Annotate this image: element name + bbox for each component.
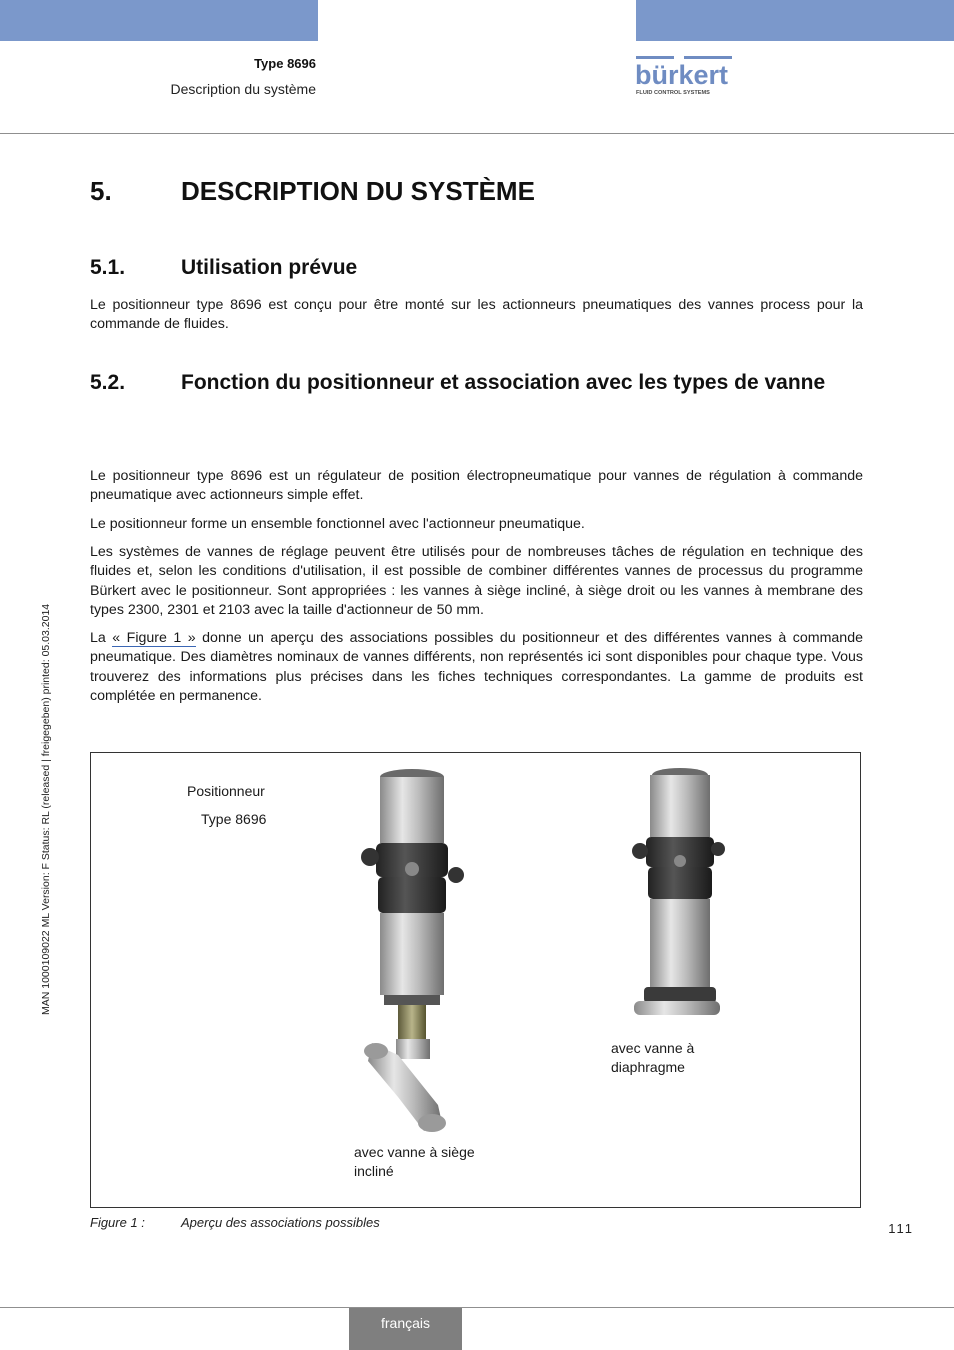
- page-number: 111: [888, 1221, 914, 1236]
- paragraph-prefix: La: [90, 630, 113, 646]
- paragraph-function-1: Le positionneur type 8696 est un régulateur de position électropneumatique pour vannes de régulation à commande pneumatique avec actionneurs simple effet.: [90, 468, 863, 504]
- subsection-title: Utilisation prévue: [181, 256, 358, 279]
- diaphragm-valve-image: [630, 765, 725, 1025]
- paragraph-function-3: Les systèmes de vannes de réglage peuvent être utilisés pour de nombreuses tâches de régulation en technique des fluides et, selon les conditions d'utilisation, il est possible de combiner différentes vannes de processus du programme Bürkert avec le positionneur. Sont appropriées : les vannes à siège incliné, à siège droit ou les vannes à membrane des types 2300, 2301 et 2103 avec la taille d'actionneur de 50 mm.: [90, 544, 863, 619]
- caption-text: Aperçu des associations possibles: [181, 1215, 380, 1230]
- paragraph-intended-use: Le positionneur type 8696 est conçu pour être monté sur les actionneurs pneumatiques des vannes process pour la commande de fluides.: [90, 297, 863, 333]
- subsection-number: 5.1.: [90, 256, 126, 279]
- figure-1-link[interactable]: « Figure 1 »: [112, 630, 196, 646]
- label-incline-line2: incliné: [354, 1163, 394, 1179]
- subsection-title: Fonction du positionneur et association avec les types de vanne: [181, 371, 826, 394]
- label-positioner: Positionneur: [187, 783, 265, 799]
- logo-wordmark: bürkert: [635, 60, 729, 90]
- label-diaphragm-line1: avec vanne à: [611, 1040, 695, 1056]
- header-bar-left: [0, 0, 318, 41]
- header-type: Type 8696: [254, 56, 316, 71]
- label-incline-line1: avec vanne à siège: [354, 1144, 475, 1160]
- burkert-logo: [634, 56, 734, 98]
- header-subtitle: Description du système: [170, 81, 316, 97]
- paragraph-function-2: Le positionneur forme un ensemble fonctionnel avec l'actionneur pneumatique.: [90, 516, 585, 532]
- label-diaphragm-line2: diaphragme: [611, 1059, 685, 1075]
- paragraph-rest: donne un aperçu des associations possibles du positionneur et des différentes vannes à commande pneumatique. Des diamètres nominaux de vannes différents, non représentés ici sont disponibles pour chaque type. Vous trouverez des informations plus précises dans les fiches techniques correspondantes. La gamme de produits est complétée en permanence.: [90, 630, 863, 705]
- section-number: 5.: [90, 176, 112, 206]
- paragraph-function-4: [90, 629, 863, 707]
- subsection-number: 5.2.: [90, 371, 126, 394]
- label-type: Type 8696: [201, 811, 267, 827]
- figure-box: [90, 752, 861, 1208]
- side-document-info: MAN 1000109022 ML Version: F Status: RL (released | freigegeben) printed: 05.03.2014: [40, 603, 52, 1015]
- angle-seat-valve-image: [358, 765, 468, 1135]
- language-tab: français: [349, 1308, 462, 1350]
- footer-divider: [0, 1307, 954, 1308]
- header-divider: [0, 133, 954, 134]
- header-bar-right: [636, 0, 954, 41]
- section-title: DESCRIPTION DU SYSTÈME: [181, 176, 535, 206]
- caption-number: Figure 1 :: [90, 1215, 145, 1230]
- logo-tagline: FLUID CONTROL SYSTEMS: [636, 90, 710, 96]
